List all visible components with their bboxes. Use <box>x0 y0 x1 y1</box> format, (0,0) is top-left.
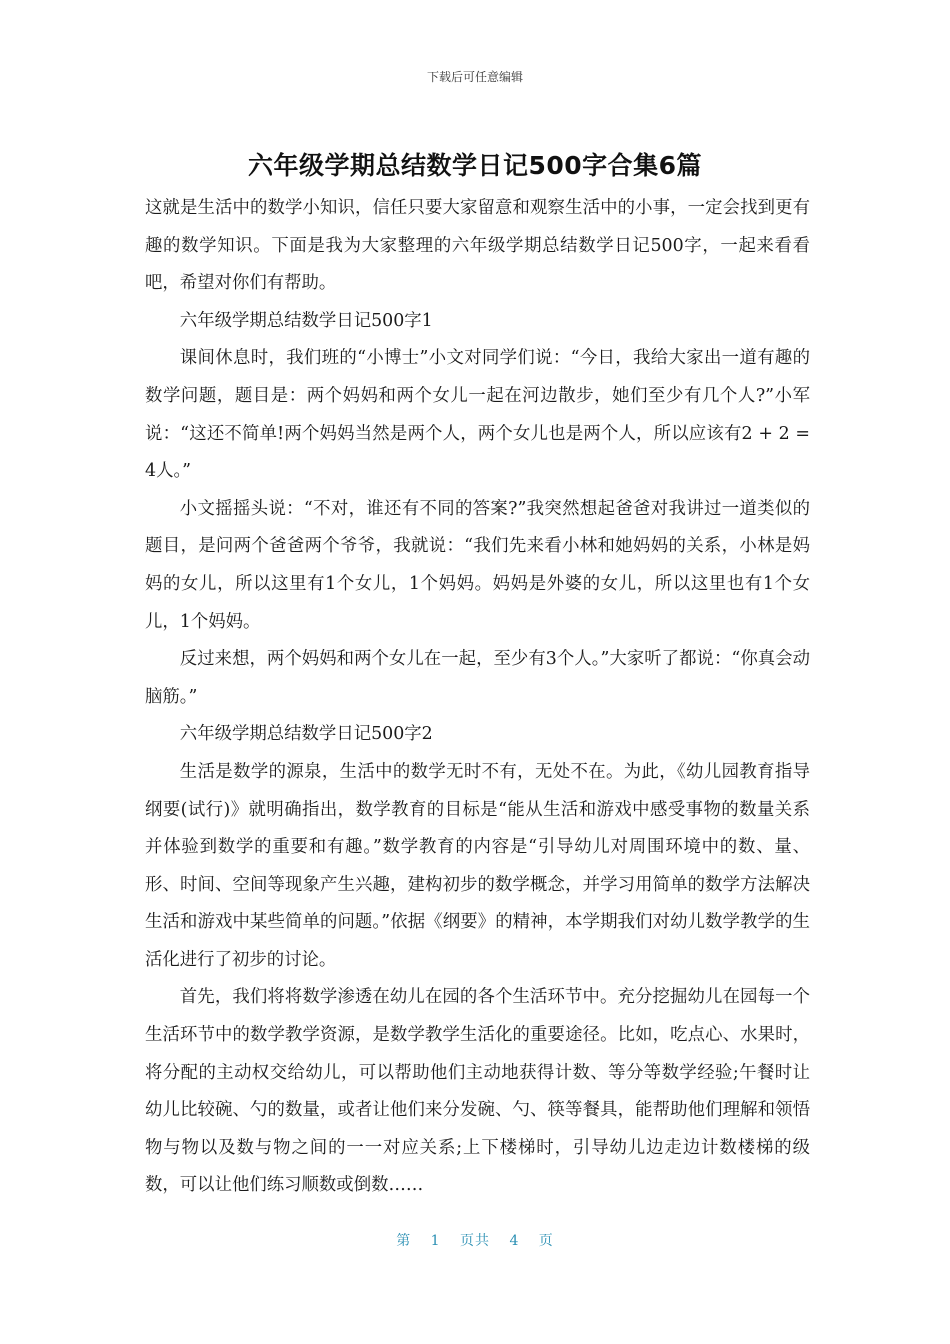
document-title: 六年级学期总结数学日记500字合集6篇 <box>247 151 703 180</box>
page-number-footer: 第 1 页共 4 页 <box>396 1233 554 1249</box>
section-heading-1: 六年级学期总结数学日记500字1 <box>179 310 433 331</box>
paragraph: 生活是数学的源泉，生活中的数学无时不有，无处不在。为此，《幼儿园教育指导纲要(试行)》就明确指出，数学教育的目标是“能从生活和游戏中感受事物的数量关系并体验到数学的重要和有趣。”数学教育的内容是“引导幼儿对周围环境中的数、量、形、时间、空间等现象产生兴趣，建构初步的数学概念，并学习用简单的数学方法解决生活和游戏中某些简单的问题。”依据《纲要》的精神，本学期我们对幼儿数学教学的生活化进行了初步的讨论。 <box>145 761 810 970</box>
section-heading-2: 六年级学期总结数学日记500字2 <box>179 724 433 745</box>
paragraph: 首先，我们将将数学渗透在幼儿在园的各个生活环节中。充分挖掘幼儿在园每一个生活环节中的数学教学资源，是数学教学生活化的重要途径。比如，吃点心、水果时，将分配的主动权交给幼儿，可以帮助他们主动地获得计数、等分等数学经验;午餐时让幼儿比较碗、勺的数量，或者让他们来分发碗、勺、筷等餐具，能帮助他们理解和领悟物与物以及数与物之间的一一对应关系;上下楼梯时，引导幼儿边走边计数楼梯的级数，可以让他们练习顺数或倒数…… <box>145 987 810 1196</box>
paragraph: 小文摇摇头说：“不对，谁还有不同的答案?”我突然想起爸爸对我讲过一道类似的题目，是问两个爸爸两个爷爷，我就说：“我们先来看小林和她妈妈的关系，小林是妈妈的女儿，所以这里有1个女儿，1个妈妈。妈妈是外婆的女儿，所以这里也有1个女儿，1个妈妈。 <box>145 498 810 632</box>
document-body <box>145 190 810 1205</box>
paragraph: 课间休息时，我们班的“小博士”小文对同学们说：“今日，我给大家出一道有趣的数学问题，题目是：两个妈妈和两个女儿一起在河边散步，她们至少有几个人?”小军说：“这还不简单!两个妈妈当然是两个人，两个女儿也是两个人，所以应该有2 + 2 = 4人。” <box>145 348 810 482</box>
page-header-note: 下载后可任意编辑 <box>426 70 523 84</box>
paragraph: 反过来想，两个妈妈和两个女儿在一起，至少有3个人。”大家听了都说：“你真会动脑筋。” <box>145 649 810 707</box>
paragraph-intro: 这就是生活中的数学小知识，信任只要大家留意和观察生活中的小事，一定会找到更有趣的数学知识。下面是我为大家整理的六年级学期总结数学日记500字，一起来看看吧，希望对你们有帮助。 <box>145 198 810 294</box>
